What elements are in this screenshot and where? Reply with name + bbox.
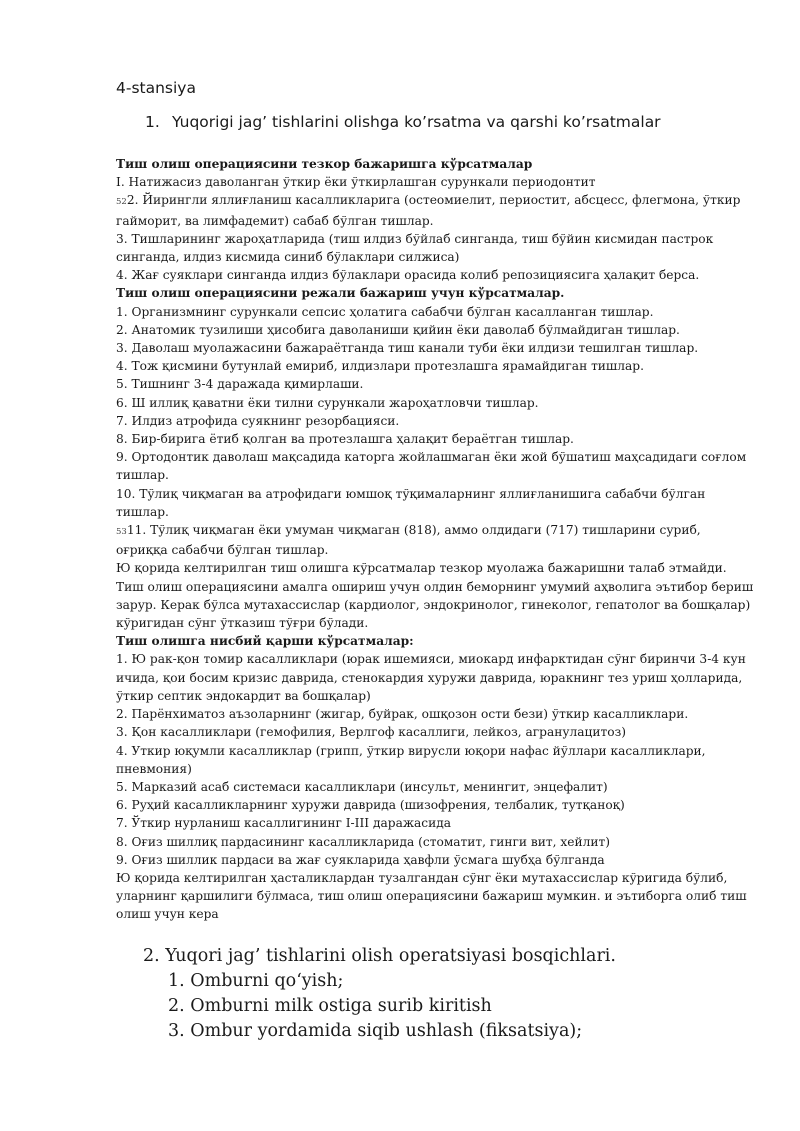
section-heading-1 xyxy=(145,113,661,131)
section-heading-text: Yuqorigi jag’ tishlarini olishga ko’rsatma va qarshi ko’rsatmalar xyxy=(171,113,661,131)
paragraph xyxy=(116,412,756,430)
paragraph-text: 2. Парёнхиматоз аъзоларнинг (жигар, буйрак, ошқозон ости бези) ўткир касалликлари. xyxy=(116,707,689,722)
paragraph xyxy=(116,833,756,851)
paragraph-text: 3. Даволаш муолажасини бажараётганда тиш канали туби ёки илдизи тешилган тишлар. xyxy=(116,341,699,356)
paragraph xyxy=(116,191,756,229)
paragraph-text: 4. Уткир юқумли касалликлар (грипп, ўткир вирусли юқори нафас йўллари касалликлари, пневмония) xyxy=(116,743,706,776)
paragraph xyxy=(116,559,756,595)
paragraph xyxy=(116,851,756,869)
paragraph-text: 1. Ю рак-қон томир касалликлари (юрак ишемияси, миокард инфарктидан сўнг биринчи 3-4 кун ичида, қои босим кризис даврида, стенокардия хуружи даврида, юракнинг тез уриш ҳолларида, ўткир септик эндокардит ва бошқалар) xyxy=(116,652,746,703)
paragraph-text: Ю қорида келтирилган тиш олишга кўрсатмалар тезкор муолажа бажаришни талаб этмайди. Тиш олиш операциясини амалга ошириш учун олдин беморнинг умумий аҳволига эътибор бериш xyxy=(116,561,754,594)
paragraph xyxy=(116,778,756,796)
paragraph xyxy=(116,485,756,521)
paragraph-text: 8. Бир-бирига ётиб қолган ва протезлашга ҳалақит бераётган тишлар. xyxy=(116,432,574,447)
paragraph-text: 8. Оғиз шиллиқ пардасининг касалликларида (стоматит, гинги вит, хейлит) xyxy=(116,834,610,849)
paragraph-text: 5. Тишнинг 3-4 даражада қимирлаши. xyxy=(116,377,364,392)
paragraph-text: 3. Тишларининг жароҳатларида (тиш илдиз бўйлаб синганда, тиш бўйин кисмидан пастрок синганда, илдиз кисмида синиб бўлаклари силжиса) xyxy=(116,231,714,265)
paragraph xyxy=(116,266,756,284)
paragraph-text: Тиш олиш операциясини тезкор бажаришга кўрсатмалар xyxy=(116,157,533,171)
paragraph xyxy=(116,869,756,924)
paragraph xyxy=(116,596,756,632)
paragraph-text: Тиш олиш операциясини режали бажариш учун кўрсатмалар. xyxy=(116,286,565,301)
subheading xyxy=(116,155,756,173)
steps-list xyxy=(168,969,582,1044)
paragraph xyxy=(116,430,756,448)
footnote-marker: 53 xyxy=(116,527,127,538)
step-item: 1. Omburni qo‘yish; xyxy=(168,971,344,991)
paragraph-text: 10. Тўлиқ чиқмаган ва атрофидаги юмшоқ тўқималарнинг яллиғланишига сабабчи бўлган тишлар. xyxy=(116,486,706,519)
paragraph-text: 6. Ш иллиқ қаватни ёки тилни сурункали жароҳатловчи тишлар. xyxy=(116,395,539,410)
step-item: 2. Omburni milk ostiga surib kiritish xyxy=(168,996,492,1016)
footnote-marker: 52 xyxy=(116,197,127,208)
paragraph-text: Ю қорида келтирилган ҳасталиклардан тузалгандан сўнг ёки мутахассислар кўригида бўлиб, уларнинг қаршилиги бўлмаса, тиш олиш операциясини бажариш мумкин. и эътиборга олиб тиш олиш учун кера xyxy=(116,870,747,922)
body-text xyxy=(116,155,756,924)
paragraph xyxy=(116,723,756,741)
paragraph xyxy=(116,705,756,723)
paragraph xyxy=(116,394,756,412)
paragraph-text: 11. Тўлиқ чиқмаган ёки умуман чиқмаган (818), аммо олдидаги (717) тишларини суриб, оғриққа сабабчи бўлган тишлар. xyxy=(116,523,701,558)
paragraph-text: 5. Марказий асаб системаси касалликлари (инсульт, менингит, энцефалит) xyxy=(116,779,608,794)
paragraph xyxy=(116,357,756,375)
paragraph-text: зарур. Керак бўлса мутахассислар (кардиолог, эндокринолог, гинеколог, гепатолог ва бошқалар) кўригидан сўнг ўтказиш тўғри бўлади. xyxy=(116,597,751,631)
paragraph-text: I. Натижасиз даволанган ўткир ёки ўткирлашган сурункали периодонтит xyxy=(116,175,596,190)
paragraph-text: 1. Организмнинг сурункали сепсис ҳолатига сабабчи бўлган касалланган тишлар. xyxy=(116,304,654,319)
paragraph xyxy=(116,796,756,814)
paragraph-text: 7. Илдиз атрофида суякнинг резорбацияси. xyxy=(116,413,400,428)
paragraph-text: 2. Анатомик тузилиши ҳисобига даволаниши қийин ёки даволаб бўлмайдиган тишлар. xyxy=(116,322,680,337)
paragraph xyxy=(116,521,756,559)
paragraph-text: Тиш олишга нисбий қарши кўрсатмалар: xyxy=(116,634,414,649)
paragraph xyxy=(116,303,756,321)
paragraph-text: 4. Жағ суяклари синганда илдиз бўлаклари орасида колиб репозициясига ҳалақит берса. xyxy=(116,268,700,283)
paragraph xyxy=(116,448,756,484)
paragraph-text: 9. Ортодонтик даволаш мақсадида каторга жойлашмаган ёки жой бўшатиш маҳсадидаги соғлом тишлар. xyxy=(116,450,747,483)
paragraph xyxy=(116,173,756,191)
paragraph xyxy=(116,650,756,705)
paragraph xyxy=(116,339,756,357)
paragraph-text: 6. Руҳий касалликларнинг хуружи даврида (шизофрения, телбалик, тутқаноқ) xyxy=(116,798,625,813)
station-title: 4-stansiya xyxy=(116,79,196,97)
subheading xyxy=(116,284,756,302)
section-number: 1. xyxy=(145,113,160,131)
section-heading-2: 2. Yuqori jag’ tishlarini olish operatsiyasi bosqichlari. xyxy=(143,946,616,966)
subheading xyxy=(116,632,756,650)
paragraph xyxy=(116,321,756,339)
paragraph xyxy=(116,375,756,393)
paragraph xyxy=(116,814,756,832)
paragraph-text: 9. Оғиз шиллик пардаси ва жағ суякларида ҳавфли ўсмага шубҳа бўлганда xyxy=(116,852,605,867)
paragraph-text: 4. Тож қисмини бутунлай емириб, илдизлари протезлашга ярамайдиган тишлар. xyxy=(116,359,644,374)
paragraph-text: 2. Йирингли яллиғланиш касалликларига (остеомиелит, периостит, абсцесс, флегмона, ўткир гайморит, ва лимфадемит) сабаб бўлган тишлар. xyxy=(116,193,741,228)
paragraph-text: 3. Қон касалликлари (гемофилия, Верлгоф касаллиги, лейкоз, агранулацитоз) xyxy=(116,725,626,740)
paragraph-text: 7. Ўткир нурланиш касаллигининг I-III даражасида xyxy=(116,816,452,831)
step-item: 3. Ombur yordamida siqib ushlash (fiksatsiya); xyxy=(168,1021,583,1041)
paragraph xyxy=(116,742,756,778)
paragraph xyxy=(116,230,756,266)
